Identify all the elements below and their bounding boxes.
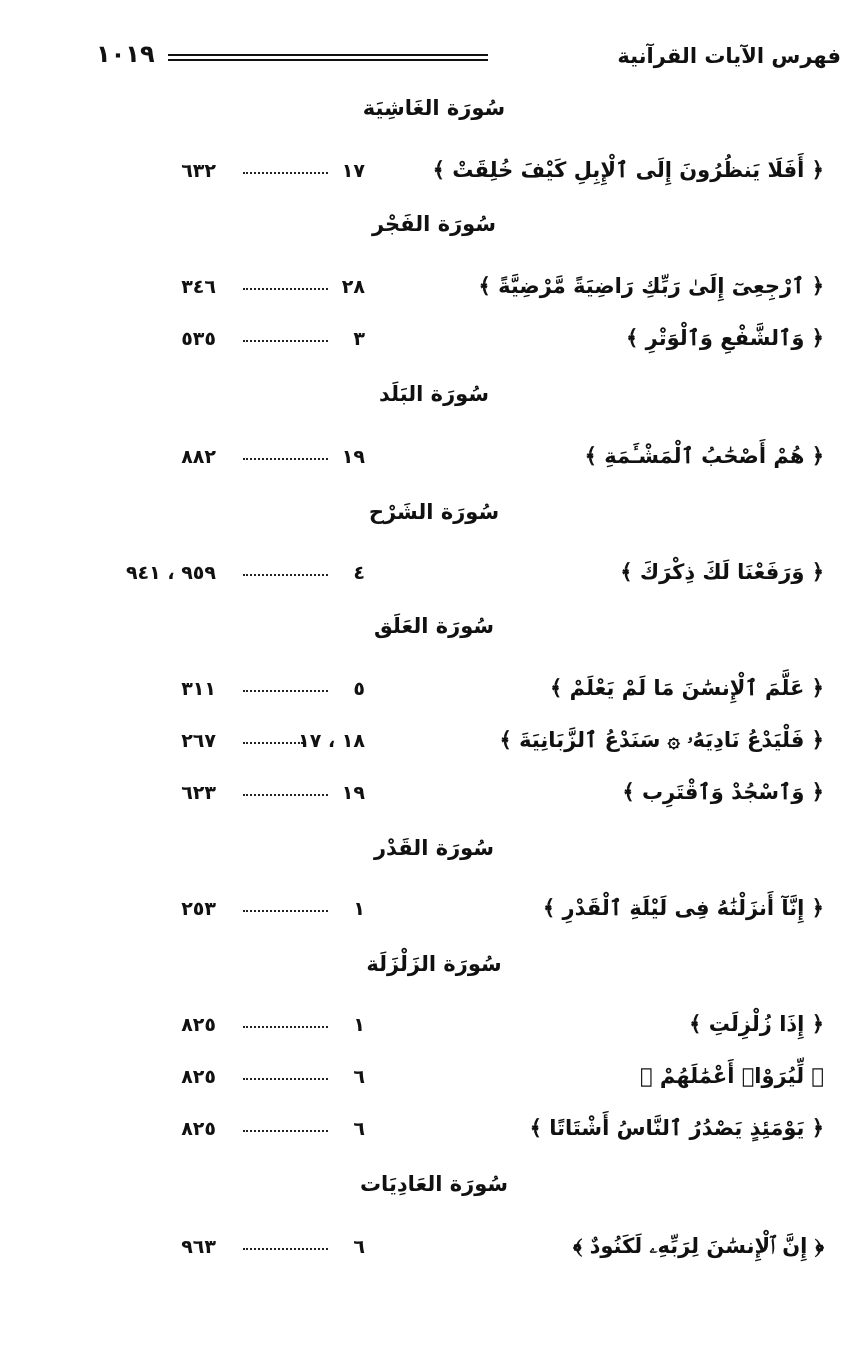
leader-dots <box>243 1026 328 1028</box>
page-reference: ٩٦٣ <box>181 1236 216 1258</box>
page-reference: ٨٢٥ <box>181 1066 216 1088</box>
leader-dots <box>243 288 328 290</box>
ayah-number: ٣ <box>353 328 365 350</box>
verse-entry <box>0 1234 868 1268</box>
ayah-number: ٥ <box>353 678 365 700</box>
verse-text: ﴿ إِنَّآ أَنزَلْنَٰهُ فِى لَيْلَةِ ٱلْقَدْرِ ﴾ <box>542 896 824 920</box>
leader-dots <box>243 574 328 576</box>
verse-entry <box>0 1064 868 1098</box>
ayah-number: ١٨ ، ١٧ <box>298 730 365 752</box>
surah-heading: سُورَة العَادِيَات <box>359 1172 509 1196</box>
verse-text: ﴿ يَوْمَئِذٍ يَصْدُرُ ٱلنَّاسُ أَشْتَاتًا ﴾ <box>529 1116 824 1140</box>
ayah-number: ١٩ <box>341 782 365 804</box>
index-title: فهرس الآيات القرآنية <box>617 44 841 68</box>
verse-entry <box>0 896 868 930</box>
leader-dots <box>243 910 328 912</box>
page-reference: ٨٨٢ <box>181 446 216 468</box>
page-reference: ٨٢٥ <box>181 1118 216 1140</box>
leader-dots <box>243 794 328 796</box>
verse-text: ﴿ إِنَّ ٱلْإِنسَٰنَ لِرَبِّهِۦ لَكَنُودٌ ﴾ <box>572 1234 824 1258</box>
verse-text: ﴿ إِذَا زُلْزِلَتِ ﴾ <box>689 1012 824 1036</box>
page-reference: ٣٤٦ <box>181 276 216 298</box>
page-reference: ٥٣٥ <box>181 328 216 350</box>
page-reference: ٣١١ <box>181 678 216 700</box>
leader-dots <box>243 742 303 744</box>
surah-heading: سُورَة الشَرْح <box>368 500 500 524</box>
verse-text: ﴿ عَلَّمَ ٱلْإِنسَٰنَ مَا لَمْ يَعْلَمْ ﴾ <box>550 676 824 700</box>
surah-heading: سُورَة العَلَق <box>373 614 495 638</box>
ayah-number: ٢٨ <box>341 276 365 298</box>
leader-dots <box>243 458 328 460</box>
verse-entry <box>0 728 868 762</box>
verse-text: ﴿ ٱرْجِعِىٓ إِلَىٰ رَبِّكِ رَاضِيَةً مَّرْضِيَّةً ﴾ <box>478 274 824 298</box>
verse-entry <box>0 560 868 594</box>
leader-dots <box>243 172 328 174</box>
verse-text: ﴿ وَرَفَعْنَا لَكَ ذِكْرَكَ ﴾ <box>620 560 824 584</box>
surah-heading: سُورَة الزَلْزَلَة <box>366 952 502 976</box>
verse-text: ﴿ وَٱلشَّفْعِ وَٱلْوَتْرِ ﴾ <box>626 326 824 350</box>
header-rule <box>168 54 488 61</box>
surah-heading: سُورَة الغَاشِيَة <box>362 96 506 120</box>
page-reference: ٢٥٣ <box>181 898 216 920</box>
page-reference: ٨٢٥ <box>181 1014 216 1036</box>
verse-entry <box>0 676 868 710</box>
verse-text: ﴿ لِّيُرَوْا۟ أَعْمَٰلَهُمْ ﴾ <box>639 1064 824 1088</box>
surah-heading: سُورَة البَلَد <box>379 382 489 406</box>
verse-text: ﴿ فَلْيَدْعُ نَادِيَهُۥ ۞ سَنَدْعُ ٱلزَّبَانِيَةَ ﴾ <box>499 728 824 752</box>
leader-dots <box>243 1078 328 1080</box>
leader-dots <box>243 340 328 342</box>
surah-heading: سُورَة الفَجْر <box>371 212 496 236</box>
verse-entry <box>0 274 868 308</box>
verse-entry <box>0 444 868 478</box>
page-reference: ٩٥٩ ، ٩٤١ <box>125 562 216 584</box>
page-reference: ٦٢٣ <box>181 782 216 804</box>
verse-entry <box>0 780 868 814</box>
ayah-number: ١ <box>353 1014 365 1036</box>
ayah-number: ٤ <box>353 562 365 584</box>
leader-dots <box>243 1248 328 1250</box>
leader-dots <box>243 1130 328 1132</box>
verse-entry <box>0 158 868 192</box>
ayah-number: ١ <box>353 898 365 920</box>
ayah-number: ٦ <box>353 1118 365 1140</box>
verse-text: ﴿ أَفَلَا يَنظُرُونَ إِلَى ٱلْإِبِلِ كَيْفَ خُلِقَتْ ﴾ <box>432 158 824 182</box>
page-reference: ٢٦٧ <box>181 730 216 752</box>
verse-text: ﴿ هُمْ أَصْحَٰبُ ٱلْمَشْـَٔمَةِ ﴾ <box>584 444 824 468</box>
ayah-number: ٦ <box>353 1236 365 1258</box>
ayah-number: ٦ <box>353 1066 365 1088</box>
page-reference: ٦٣٢ <box>181 160 216 182</box>
ayah-number: ١٩ <box>341 446 365 468</box>
verse-entry <box>0 326 868 360</box>
surah-heading: سُورَة القَدْر <box>373 836 495 860</box>
leader-dots <box>243 690 328 692</box>
page-number: ١٠١٩ <box>96 40 155 68</box>
verse-text: ﴿ وَٱسْجُدْ وَٱقْتَرِب ﴾ <box>622 780 824 804</box>
verse-entry <box>0 1116 868 1150</box>
ayah-number: ١٧ <box>341 160 365 182</box>
verse-entry <box>0 1012 868 1046</box>
